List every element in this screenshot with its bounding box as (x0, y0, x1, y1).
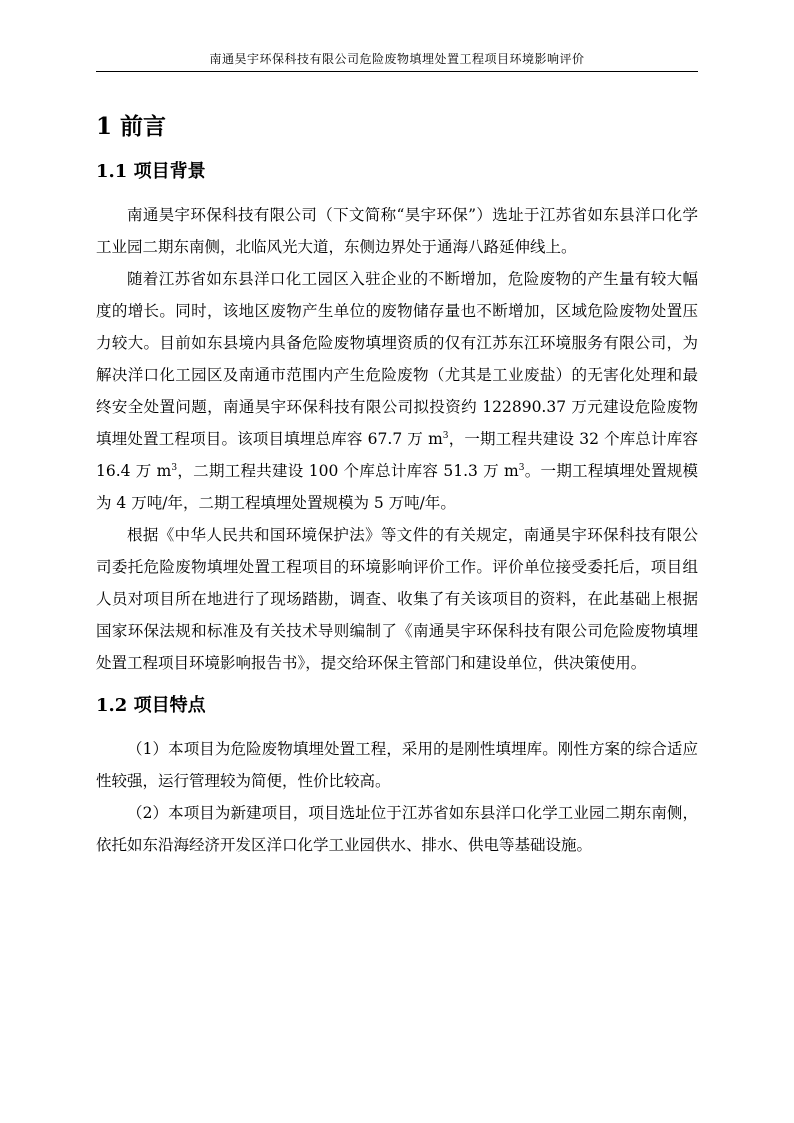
superscript-3: 3 (171, 462, 178, 473)
paragraph-feature-2: （2）本项目为新建项目，项目选址位于江苏省如东县洋口化学工业园二期东南侧，依托如东沿海经济开发区洋口化学工业园供水、排水、供电等基础设施。 (96, 804, 698, 854)
running-header: 南通昊宇环保科技有限公司危险废物填埋处置工程项目环境影响评价 (209, 52, 585, 66)
capacity-text-c: ，二期工程共建设 100 个库总计库容 51.3 万 m (177, 462, 519, 480)
header-rule (96, 71, 698, 72)
paragraph-site-location: 南通昊宇环保科技有限公司（下文简称“昊宇环保”）选址于江苏省如东县洋口化学工业园二期东南侧，北临风光大道，东侧边界处于通海八路延伸线上。 (96, 206, 698, 256)
paragraph-feature-1: （1）本项目为危险废物填埋处置工程，采用的是刚性填埋库。刚性方案的综合适应性较强，运行管理较为简便，性价比较高。 (96, 740, 698, 790)
capacity-text-a: 该项目填埋总库容 67.7 万 m (237, 430, 443, 448)
paragraph-background (96, 263, 698, 519)
superscript-3: 3 (518, 462, 525, 473)
paragraph-background-text: 随着江苏省如东县洋口化工园区入驻企业的不断增加，危险废物的产生量有较大幅度的增长。同时，该地区废物产生单位的废物储存量也不断增加，区域危险废物处置压力较大。目前如东县境内具备危险废物填埋资质的仅有江苏东江环境服务有限公司，为解决洋口化工园区及南通市范围内产生危险废物（尤其是工业废盐）的无害化处理和最终安全处置问题，南通昊宇环保科技有限公司拟投资约 122890.37 万元建设危险废物填埋处置工程项目。 (96, 270, 698, 448)
section-title-features: 1.2 项目特点 (96, 695, 206, 716)
section-title-background: 1.1 项目背景 (96, 161, 206, 182)
chapter-title: 1 前言 (96, 113, 167, 140)
superscript-3: 3 (442, 430, 449, 441)
capacity-text-b: ，一期工程共建设 32 个库总计库容 16.4 万 m (96, 430, 698, 480)
paragraph-eia-commission: 根据《中华人民共和国环境保护法》等文件的有关规定，南通昊宇环保科技有限公司委托危险废物填埋处置工程项目的环境影响评价工作。评价单位接受委托后，项目组人员对项目所在地进行了现场踏勘，调查、收集了有关该项目的资料，在此基础上根据国家环保法规和标准及有关技术导则编制了《南通昊宇环保科技有限公司危险废物填埋处置工程项目环境影响报告书》，提交给环保主管部门和建设单位，供决策使用。 (96, 526, 698, 672)
page-content (96, 100, 698, 861)
capacity-text-d: 。一期工程填埋处置规模为 4 万吨/年，二期工程填埋处置规模为 5 万吨/年。 (96, 462, 698, 512)
